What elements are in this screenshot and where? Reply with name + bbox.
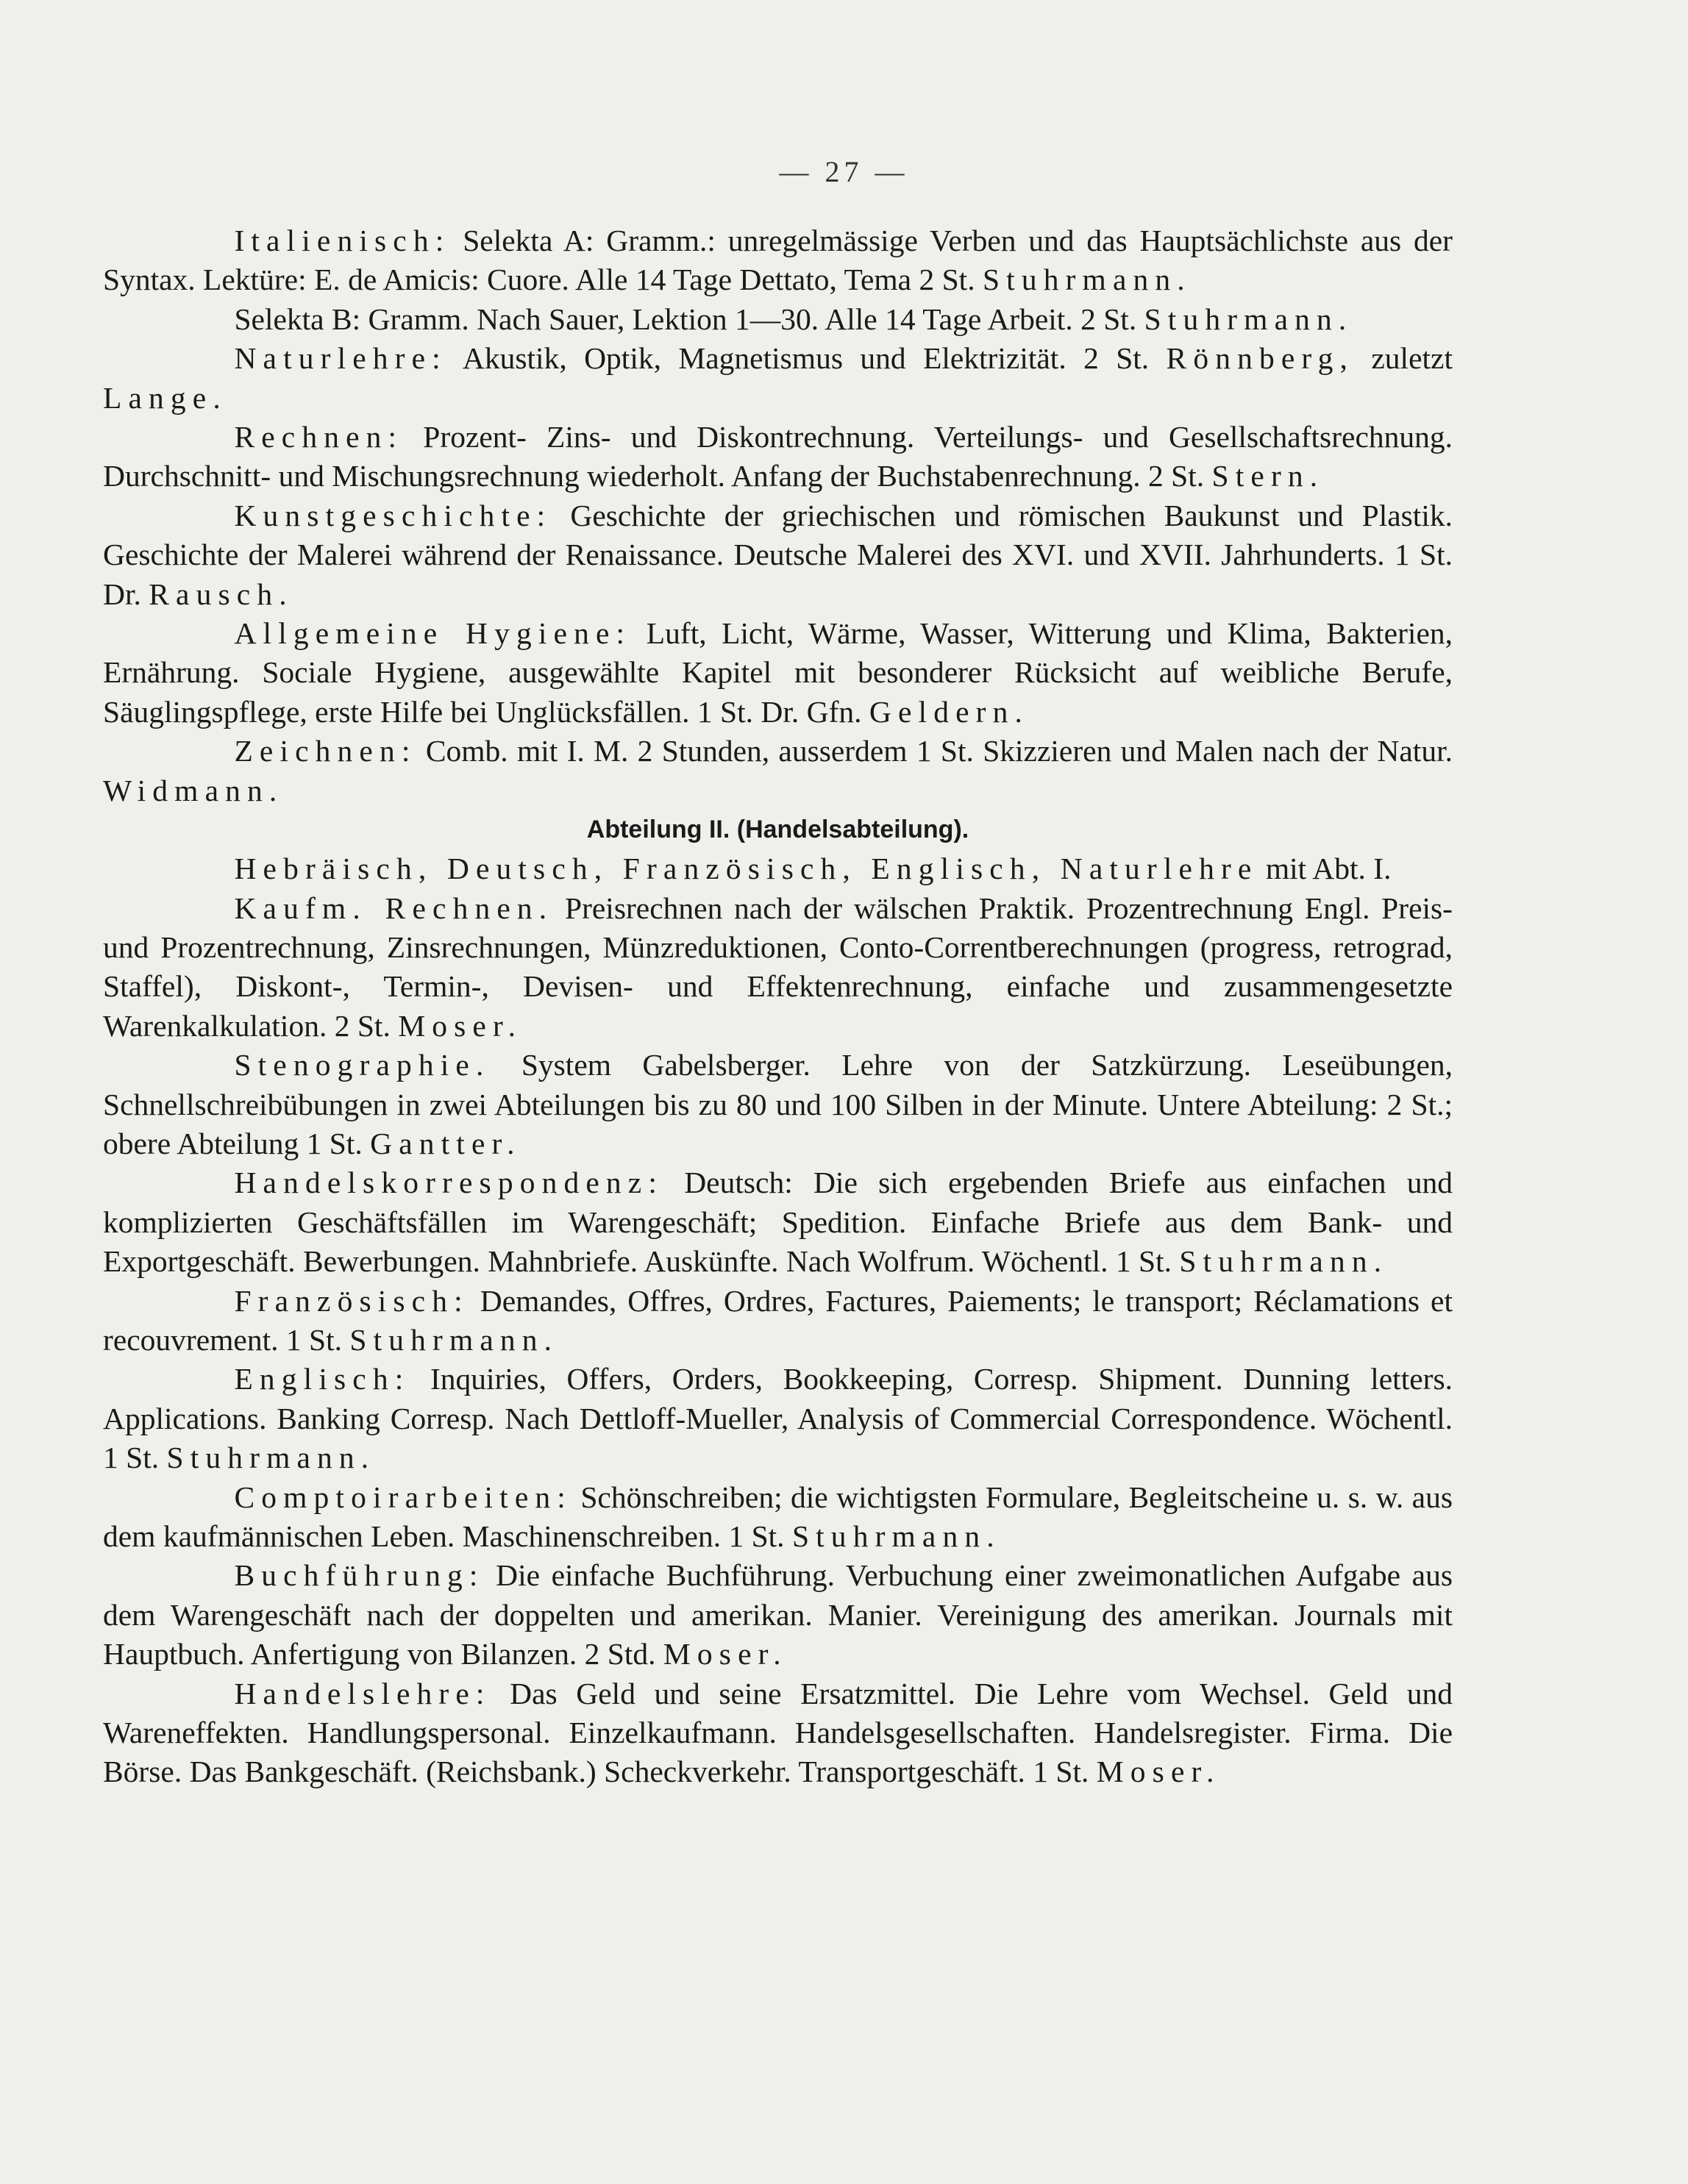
subject-label: Buchführung: <box>234 1558 485 1593</box>
paragraph-franzoesisch <box>103 1282 1453 1360</box>
paragraph-text: Die einfache Buchführung. Verbuchung einer zweimonatlichen Aufgabe aus dem Warengeschäft nach der doppelten und amerikan. Manier. Vereinigung des amerikan. Journals mit Hauptbuch. Anfertigung von Bilanzen. 2 Std. <box>103 1558 1453 1671</box>
paragraph-zeichnen <box>103 732 1453 810</box>
teacher-name: Stuhrmann. <box>1179 1244 1389 1279</box>
subject-label: Rechnen: <box>234 420 404 454</box>
paragraph-selekta-b <box>103 300 1453 339</box>
subject-label: Zeichnen: <box>234 734 417 768</box>
subject-label: Hebräisch, Deutsch, Französisch, Englisch, Naturlehre <box>234 852 1258 886</box>
teacher-name: Moser. <box>663 1637 788 1671</box>
teacher-name: Stuhrmann. <box>1144 301 1353 336</box>
teacher-name: Gantter. <box>370 1126 521 1160</box>
teacher-name: Stuhrmann. <box>982 263 1192 297</box>
paragraph-text: Inquiries, Offers, Orders, Bookkeeping, Corresp. Shipment. Dunning letters. Applications. Banking Corresp. Nach Dettloff-Mueller, Analysis of Commercial Correspondence. Wöchentl. 1 St. <box>103 1362 1453 1475</box>
teacher-name: Stuhrmann. <box>166 1441 376 1475</box>
paragraph-text: Geschichte der griechischen und römischen Baukunst und Plastik. Geschichte der Malerei während der Renaissance. Deutsche Malerei des XVI. und XVII. Jahrhunderts. 1 St. Dr. <box>103 498 1453 611</box>
subject-label: Französisch: <box>234 1283 469 1318</box>
subject-label: Kunstgeschichte: <box>234 498 552 532</box>
paragraph-text: Akustik, Optik, Magnetismus und Elektrizität. 2 St. <box>446 341 1167 376</box>
paragraph-text: Selekta B: Gramm. Nach Sauer, Lektion 1—30. Alle 14 Tage Arbeit. 2 St. <box>234 301 1144 336</box>
paragraph-stenographie <box>103 1046 1453 1163</box>
teacher-name: Moser. <box>398 1008 523 1043</box>
paragraph-text: System Gabelsberger. Lehre von der Satzkürzung. Leseübungen, Schnellschreibübungen in zwei Abteilungen bis zu 80 und 100 Silben in der Minute. Untere Abteilung: 2 St.; obere Abteilung 1 St. <box>103 1048 1453 1160</box>
subject-label: Italienisch: <box>234 224 451 257</box>
teacher-name: Stuhrmann. <box>349 1322 559 1357</box>
page-number: — 27 — <box>779 155 909 188</box>
paragraph-text-continued: zuletzt <box>1354 341 1453 376</box>
teacher-name: Stern. <box>1211 459 1325 493</box>
paragraph-text: Preisrechnen nach der wälschen Praktik. Prozentrechnung Engl. Preis- und Prozentrechnung, Zinsrechnungen, Münzreduktionen, Conto-Correntberechnungen (progress, retrograd, Staffel), Diskont-, Termin-, Devisen- und Effektenrechnung, einfache und zusammengesetzte Warenkalkulation. 2 St. <box>103 891 1453 1043</box>
page-body <box>103 221 1453 1792</box>
paragraph-text: Selekta A: Gramm.: unregelmässige Verben und das Hauptsächlichste aus der Syntax. Lektüre: E. de Amicis: Cuore. Alle 14 Tage Dettato, Tema 2 St. <box>103 224 1453 297</box>
paragraph-hygiene <box>103 614 1453 732</box>
paragraph-buchfuehrung <box>103 1556 1453 1674</box>
paragraph-gemeinsam <box>103 849 1453 888</box>
paragraph-text: Deutsch: Die sich ergebenden Briefe aus einfachen und komplizierten Geschäftsfällen im Warengeschäft; Spedition. Einfache Briefe aus dem Bank- und Exportgeschäft. Bewerbungen. Mahnbriefe. Auskünfte. Nach Wolfrum. Wöchentl. 1 St. <box>103 1166 1453 1279</box>
teacher-name: Stuhrmann. <box>791 1519 1001 1553</box>
paragraph-comptoirarbeiten <box>103 1478 1453 1557</box>
paragraph-englisch <box>103 1360 1453 1477</box>
subject-label: Handelslehre: <box>234 1676 491 1710</box>
section-heading: Abteilung II. (Handelsabteilung). <box>586 816 969 844</box>
subject-label: Allgemeine Hygiene: <box>234 616 632 651</box>
paragraph-naturlehre <box>103 339 1453 418</box>
paragraph-text: Luft, Licht, Wärme, Wasser, Witterung und Klima, Bakterien, Ernährung. Sociale Hygiene, ausgewählte Kapitel mit besonderer Rücksicht auf weibliche Berufe, Säuglingspflege, erste Hilfe bei Unglücksfällen. 1 St. Dr. Gfn. <box>103 616 1453 729</box>
teacher-name: Widmann. <box>103 773 284 807</box>
paragraph-handelskorrespondenz <box>103 1163 1453 1281</box>
paragraph-text: mit Abt. I. <box>1258 852 1392 886</box>
subject-label: Kaufm. Rechnen. <box>234 891 554 925</box>
subject-label: Handelskorrespondenz: <box>234 1166 663 1200</box>
teacher-name: Moser. <box>1096 1755 1221 1789</box>
subject-label: Stenographie. <box>234 1048 491 1082</box>
paragraph-text: Prozent- Zins- und Diskontrechnung. Verteilungs- und Gesellschaftsrechnung. Durchschnitt- und Mischungsrechnung wiederholt. Anfang der Buchstabenrechnung. 2 St. <box>103 420 1453 493</box>
paragraph-text: Comb. mit I. M. 2 Stunden, ausserdem 1 St. Skizzieren und Malen nach der Natur. <box>416 734 1453 768</box>
paragraph-rechnen <box>103 418 1453 496</box>
paragraph-italienisch <box>103 221 1453 300</box>
teacher-name: Geldern. <box>869 694 1029 729</box>
subject-label: Comptoirarbeiten: <box>234 1480 572 1514</box>
subject-label: Naturlehre: <box>234 341 447 376</box>
teacher-name: Rausch. <box>149 577 293 611</box>
teacher-name: Rönnberg, <box>1166 341 1355 376</box>
paragraph-kaufm-rechnen <box>103 889 1453 1046</box>
paragraph-handelslehre <box>103 1674 1453 1792</box>
subject-label: Englisch: <box>234 1362 410 1396</box>
paragraph-text: Schönschreiben; die wichtigsten Formulare, Begleitscheine u. s. w. aus dem kaufmännischen Leben. Maschinenschreiben. 1 St. <box>103 1480 1453 1553</box>
paragraph-text: Das Geld und seine Ersatzmittel. Die Lehre vom Wechsel. Geld und Wareneffekten. Handlungspersonal. Einzelkaufmann. Handelsgesellschaften. Handelsregister. Firma. Die Börse. Das Bankgeschäft. (Reichsbank.) Scheckverkehr. Transportgeschäft. 1 St. <box>103 1676 1453 1789</box>
paragraph-kunstgeschichte <box>103 496 1453 614</box>
paragraph-text: Demandes, Offres, Ordres, Factures, Paiements; le transport; Réclamations et recouvrement. 1 St. <box>103 1283 1453 1357</box>
teacher-name-2: Lange. <box>103 380 227 415</box>
